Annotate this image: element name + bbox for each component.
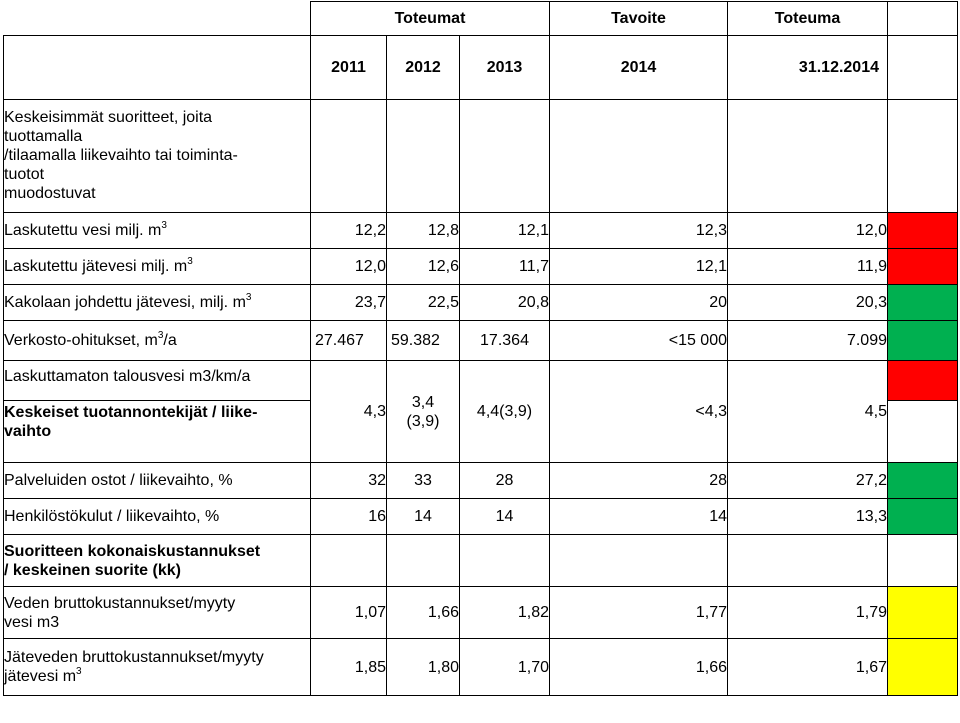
cell-2012: 3,4 (3,9) [387, 361, 460, 463]
cell-2012: 22,5 [387, 285, 460, 321]
cell-2013: 28 [460, 463, 550, 499]
row-label: Henkilöstökulut / liikevaihto, % [4, 499, 311, 535]
cell-actual-2014: 13,3 [728, 499, 888, 535]
status-indicator-red [888, 361, 958, 401]
row-label: Laskutettu vesi milj. $m^3$ [4, 213, 311, 249]
table-row [4, 361, 958, 401]
cell-2013: 1,82 [460, 587, 550, 639]
kpi-table [3, 1, 958, 696]
cell-target-2014: 14 [550, 499, 728, 535]
table-row [4, 249, 958, 285]
row-label: Kakolaan johdettu jätevesi, milj. $m^3$ [4, 285, 311, 321]
cell-2012: 1,80 [387, 639, 460, 696]
table-row [4, 285, 958, 321]
table-row [4, 587, 958, 639]
cell-target-2014: 1,77 [550, 587, 728, 639]
cell-2012: 14 [387, 499, 460, 535]
cell-2011: 23,7 [311, 285, 387, 321]
header-row-years [4, 36, 958, 100]
status-indicator-yellow [888, 639, 958, 696]
cell-actual-2014: 7.099 [728, 321, 888, 361]
status-indicator-red [888, 213, 958, 249]
header-empty-cell [4, 2, 311, 36]
table-row [4, 213, 958, 249]
cell-target-2014: 12,1 [550, 249, 728, 285]
cell-actual-2014: 4,5 [728, 361, 888, 463]
cell-target-2014: 1,66 [550, 639, 728, 696]
cell-actual-2014: 11,9 [728, 249, 888, 285]
section2-heading: Keskeiset tuotannontekijät / liike- vaihto [4, 401, 311, 463]
cell-2011: 1,07 [311, 587, 387, 639]
cell-2012: 12,6 [387, 249, 460, 285]
status-indicator-green [888, 321, 958, 361]
status-indicator-green [888, 463, 958, 499]
cell-2011: 12,0 [311, 249, 387, 285]
status-indicator-yellow [888, 587, 958, 639]
cell-2013: 20,8 [460, 285, 550, 321]
cell-2012: 12,8 [387, 213, 460, 249]
cell-2011: 1,85 [311, 639, 387, 696]
year-31-12-2014: 31.12.2014 [728, 36, 888, 100]
header-status-empty-2 [888, 36, 958, 100]
year-2013: 2013 [460, 36, 550, 100]
cell-2013: 17.364 [460, 321, 550, 361]
status-indicator-green [888, 499, 958, 535]
year-2014: 2014 [550, 36, 728, 100]
section-heading: Keskeisimmät suoritteet, joita tuottamalla /tilaamalla liikevaihto tai toiminta- tuotot muodostuvat [4, 100, 311, 213]
table-row [4, 499, 958, 535]
row-label: Verkosto-ohitukset, $m^3/a$ [4, 321, 311, 361]
header-target: Tavoite [550, 2, 728, 36]
section-heading-row [4, 100, 958, 213]
cell-2012: 33 [387, 463, 460, 499]
cell-2013: 14 [460, 499, 550, 535]
row-label: Jäteveden bruttokustannukset/myyty jätevesi $m^3$ [4, 639, 311, 696]
section3-heading-row [4, 535, 958, 587]
cell-target-2014: 20 [550, 285, 728, 321]
cell-2013: 4,4(3,9) [460, 361, 550, 463]
header-status-empty [888, 2, 958, 36]
cell-2011: 27.467 [311, 321, 387, 361]
cell-actual-2014: 1,79 [728, 587, 888, 639]
row-label: Palveluiden ostot / liikevaihto, % [4, 463, 311, 499]
header-actual-current: Toteuma [728, 2, 888, 36]
table-row [4, 639, 958, 696]
table-row [4, 463, 958, 499]
section3-heading: Suoritteen kokonaiskustannukset / keskeinen suorite (kk) [4, 535, 311, 587]
cell-target-2014: 28 [550, 463, 728, 499]
cell-2013: 1,70 [460, 639, 550, 696]
cell-2013: 11,7 [460, 249, 550, 285]
cell-actual-2014: 20,3 [728, 285, 888, 321]
header-actuals: Toteumat [311, 2, 550, 36]
cell-actual-2014: 12,0 [728, 213, 888, 249]
cell-target-2014: <15 000 [550, 321, 728, 361]
row-label: Laskutettu jätevesi milj. $m^3$ [4, 249, 311, 285]
cell-2013: 12,1 [460, 213, 550, 249]
cell-2012: 59.382 [387, 321, 460, 361]
header-row-groups [4, 2, 958, 36]
cell-actual-2014: 27,2 [728, 463, 888, 499]
cell-target-2014: 12,3 [550, 213, 728, 249]
row-label: Veden bruttokustannukset/myyty vesi m3 [4, 587, 311, 639]
year-2011: 2011 [311, 36, 387, 100]
cell-2011: 32 [311, 463, 387, 499]
row-label: Laskuttamaton talousvesi m3/km/a [4, 361, 311, 401]
cell-2011: 12,2 [311, 213, 387, 249]
status-indicator-red [888, 249, 958, 285]
cell-2012: 1,66 [387, 587, 460, 639]
cell-actual-2014: 1,67 [728, 639, 888, 696]
status-indicator-green [888, 285, 958, 321]
year-2012: 2012 [387, 36, 460, 100]
cell-2011: 16 [311, 499, 387, 535]
header-empty-cell-2 [4, 36, 311, 100]
cell-2011: 4,3 [311, 361, 387, 463]
cell-target-2014: <4,3 [550, 361, 728, 463]
table-row [4, 321, 958, 361]
